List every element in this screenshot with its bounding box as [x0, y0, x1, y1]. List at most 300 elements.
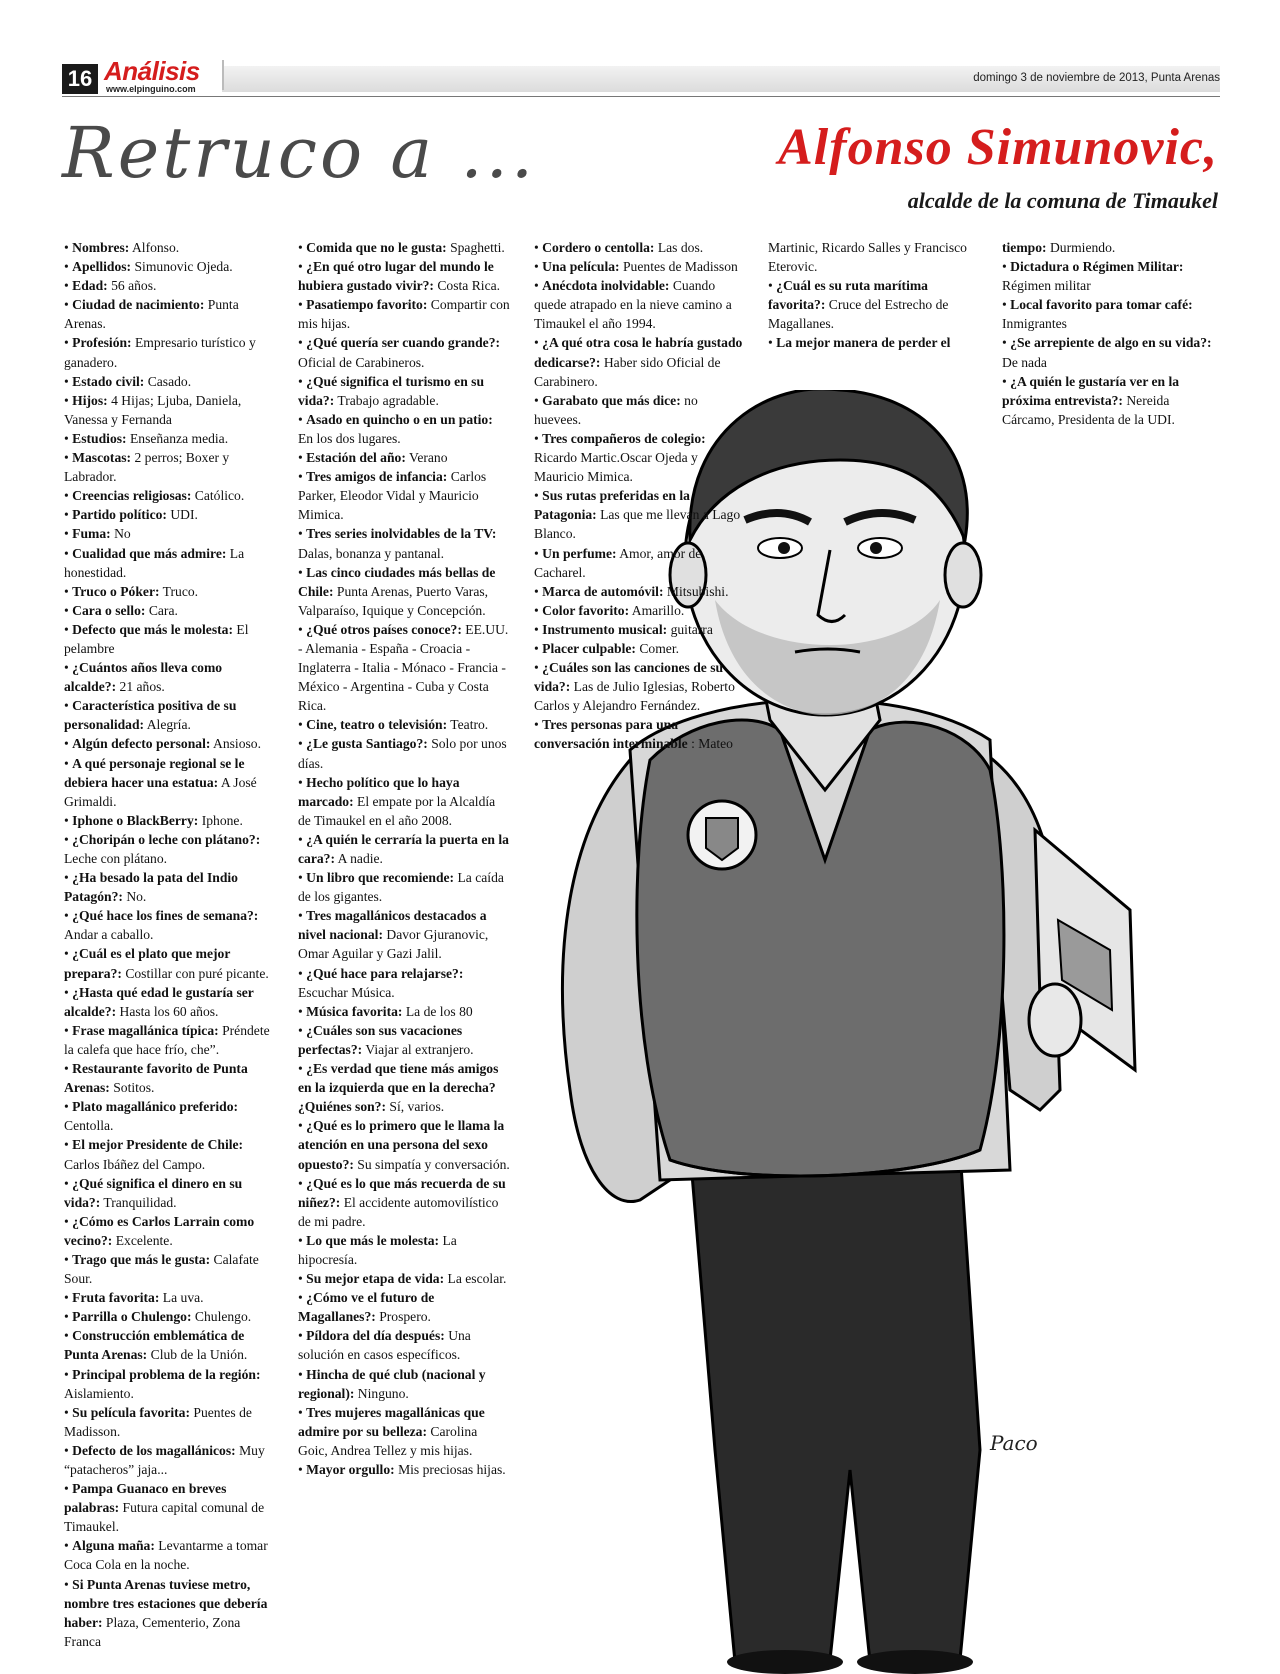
bullet-icon: • [298, 1003, 307, 1019]
interview-item [64, 295, 274, 333]
interview-question: ¿Cómo es Carlos Larrain como vecino?: [64, 1213, 255, 1248]
bullet-icon: • [64, 259, 73, 275]
bullet-icon: • [64, 908, 73, 924]
interview-item [298, 1116, 510, 1173]
interview-item [64, 1403, 274, 1441]
interview-item [1002, 372, 1220, 429]
interview-item [298, 467, 510, 524]
interview-question: Plato magallánico preferido: [72, 1099, 239, 1115]
interview-question: Parrilla o Chulengo: [72, 1309, 192, 1325]
interview-answer: EE.UU. - Alemania - España - Croacia - Inglaterra - Italia - Mónaco - Francia - México - Argentina - Cuba y Costa Rica. [298, 621, 509, 714]
interview-column-4 [768, 238, 980, 353]
page-number: 16 [62, 64, 98, 94]
bullet-icon: • [64, 1251, 73, 1267]
interview-question: Principal problema de la región: [72, 1366, 261, 1382]
brand-url: www.elpinguino.com [106, 84, 196, 94]
interview-answer: Compartir con mis hijas. [298, 297, 510, 332]
interview-question: Píldora del día después: [306, 1328, 445, 1344]
interview-answer: Excelente. [115, 1232, 173, 1248]
interview-item [298, 333, 510, 371]
interview-item [768, 238, 980, 276]
bullet-icon: • [64, 297, 73, 313]
interview-item [298, 868, 510, 906]
interview-question: Sus rutas preferidas en la Patagonia: [534, 488, 690, 523]
bullet-icon: • [298, 870, 307, 886]
bullet-icon: • [534, 335, 543, 351]
interview-item [534, 715, 746, 753]
bullet-icon: • [64, 335, 73, 351]
bullet-icon: • [298, 526, 307, 542]
bullet-icon: • [298, 335, 307, 351]
interview-answer: Spaghetti. [450, 240, 505, 255]
interview-question: ¿Qué es lo primero que le llama la atención en una persona del sexo opuesto?: [298, 1118, 505, 1172]
interview-question: Música favorita: [306, 1003, 403, 1019]
interview-answer: Solo por unos días. [298, 736, 507, 771]
interview-item [64, 1097, 274, 1135]
interview-question: Estado civil: [72, 373, 145, 389]
interview-answer: Andar a caballo. [64, 927, 154, 943]
interview-item [1002, 257, 1220, 295]
interview-answer: Sí, varios. [389, 1099, 445, 1115]
bullet-icon: • [1002, 297, 1011, 313]
interview-item [64, 333, 274, 371]
interview-question: ¿Es verdad que tiene más amigos en la izquierda que en la derecha? ¿Quiénes son?: [298, 1061, 499, 1115]
interview-answer: Truco. [162, 583, 199, 599]
interview-answer: Iphone. [201, 812, 243, 828]
interview-question: Nombres: [72, 240, 130, 255]
bullet-icon: • [64, 1481, 73, 1497]
bullet-icon: • [64, 1442, 73, 1458]
bullet-icon: • [64, 583, 73, 599]
interview-question: Iphone o BlackBerry: [72, 812, 199, 828]
interview-question: ¿Qué otros países conoce?: [306, 621, 462, 637]
interview-item [64, 1059, 274, 1097]
bullet-icon: • [298, 965, 307, 981]
bullet-icon: • [64, 545, 73, 561]
interview-item [534, 639, 746, 658]
bullet-icon: • [298, 1462, 307, 1477]
interview-item [534, 582, 746, 601]
bullet-icon: • [64, 1175, 73, 1191]
interview-item [64, 257, 274, 276]
interview-question: Su mejor etapa de vida: [306, 1271, 445, 1287]
interview-answer: Carolina Goic, Andrea Tellez y mis hijas. [298, 1423, 478, 1458]
interview-item [534, 257, 746, 276]
interview-answer: Mitsubishi. [666, 583, 729, 599]
interview-answer: Ninguno. [357, 1385, 409, 1401]
interview-item [1002, 333, 1220, 371]
bullet-icon: • [534, 392, 543, 408]
header-rule [62, 96, 1220, 97]
bullet-icon: • [298, 774, 307, 790]
interview-question: Cordero o centolla: [542, 240, 655, 255]
interview-question: ¿A qué otra cosa le habría gustado dedicarse?: [534, 335, 743, 370]
page-header [62, 50, 1220, 98]
interview-answer: La de los 80 [405, 1003, 473, 1019]
bullet-icon: • [534, 621, 543, 637]
interview-item [1002, 238, 1220, 257]
interview-answer: Nereida Cárcamo, Presidenta de la UDI. [1002, 392, 1175, 427]
interview-question: ¿Qué significa el dinero en su vida?: [64, 1175, 243, 1210]
interview-question: ¿Cuáles son las canciones de su vida?: [534, 660, 724, 695]
bullet-icon: • [298, 259, 307, 275]
interview-question: ¿Cómo ve el futuro de Magallanes?: [298, 1290, 435, 1325]
interview-item [64, 906, 274, 944]
interview-question: A qué personaje regional se le debiera hacer una estatua: [64, 755, 245, 790]
interview-item [64, 1365, 274, 1403]
interview-item [298, 1326, 510, 1364]
interview-question: Frase magallánica típica: [72, 1022, 219, 1038]
bullet-icon: • [64, 1538, 73, 1554]
interview-item [768, 276, 980, 333]
bullet-icon: • [64, 698, 73, 714]
bullet-icon: • [298, 1366, 307, 1382]
interview-answer: Haber sido Oficial de Carabinero. [534, 354, 721, 389]
interview-answer: Empresario turístico y ganadero. [64, 335, 256, 370]
bullet-icon: • [534, 717, 543, 733]
interview-answer: La honestidad. [64, 545, 245, 580]
interview-question: Algún defecto personal: [72, 736, 211, 752]
interview-item [298, 906, 510, 963]
interview-answer: La uva. [162, 1290, 204, 1306]
interview-question: Tres series inolvidables de la TV: [306, 526, 497, 542]
interview-item [534, 544, 746, 582]
bullet-icon: • [534, 660, 543, 676]
interview-answer: Costa Rica. [437, 278, 501, 294]
interview-answer: Simunovic Ojeda. [134, 259, 233, 275]
interview-item [298, 372, 510, 410]
bullet-icon: • [64, 1061, 73, 1077]
brand-logo: Análisis [104, 56, 200, 86]
bullet-icon: • [298, 411, 307, 427]
interview-question: Instrumento musical: [542, 621, 668, 637]
interview-answer: UDI. [170, 507, 198, 523]
interview-answer: Enseñanza media. [129, 430, 229, 446]
bullet-icon: • [64, 621, 73, 637]
interview-item [298, 1460, 510, 1479]
interview-question: ¿Qué hace los fines de semana?: [72, 908, 259, 924]
interview-answer: Ricardo Martic.Oscar Ojeda y Mauricio Mimica. [534, 450, 698, 485]
interview-item [534, 486, 746, 543]
bullet-icon: • [298, 621, 307, 637]
interview-item [64, 1575, 274, 1651]
interview-question: Defecto de los magallánicos: [72, 1442, 236, 1458]
interview-item [64, 1326, 274, 1364]
interview-item [64, 734, 274, 753]
bullet-icon: • [298, 469, 307, 485]
interview-answer: Punta Arenas, Puerto Varas, Valparaíso, Iquique y Concepción. [298, 583, 489, 618]
interview-question: Hincha de qué club (nacional y regional): [298, 1366, 486, 1401]
interview-answer: La escolar. [447, 1271, 507, 1287]
artist-signature: Paco [990, 1431, 1038, 1455]
interview-answer: Martinic, Ricardo Salles y Francisco Eterovic. [768, 240, 967, 275]
bullet-icon: • [64, 507, 73, 523]
interview-answer: Hasta los 60 años. [119, 1003, 219, 1019]
interview-question: ¿Qué hace para relajarse?: [306, 965, 464, 981]
interview-item [298, 964, 510, 1002]
interview-item [298, 1059, 510, 1116]
interview-answer: Leche con plátano. [64, 851, 168, 866]
interview-answer: El empate por la Alcaldía de Timaukel en el año 2008. [298, 793, 496, 828]
interview-question: Restaurante favorito de Punta Arenas: [64, 1061, 248, 1096]
interview-answer: Puentes de Madisson. [64, 1404, 252, 1439]
bullet-icon: • [298, 1271, 307, 1287]
interview-item [64, 1174, 274, 1212]
bullet-icon: • [64, 1213, 73, 1229]
interview-answer: Una solución en casos específicos. [298, 1328, 471, 1363]
bullet-icon: • [64, 946, 73, 962]
interview-item [64, 582, 274, 601]
interview-answer: A nadie. [337, 851, 383, 866]
interview-item [298, 1174, 510, 1231]
interview-question: ¿Cuántos años lleva como alcalde?: [64, 660, 223, 695]
bullet-icon: • [298, 908, 307, 924]
bullet-icon: • [298, 717, 307, 733]
interview-item [64, 944, 274, 982]
issue-date: domingo 3 de noviembre de 2013, Punta Arenas [973, 72, 1220, 84]
bullet-icon: • [64, 1022, 73, 1038]
bullet-icon: • [64, 1366, 73, 1382]
interview-column-1 [64, 238, 274, 1651]
bullet-icon: • [298, 1290, 307, 1306]
interview-column-2 [298, 238, 510, 1479]
bullet-icon: • [64, 812, 73, 828]
bullet-icon: • [64, 1404, 73, 1420]
interview-answer: 56 años. [111, 278, 157, 294]
interview-question: Comida que no le gusta: [306, 240, 447, 255]
interview-question: tiempo: [1002, 240, 1047, 255]
bullet-icon: • [64, 660, 73, 676]
interview-item [298, 734, 510, 772]
interview-answer: : Mateo [691, 736, 733, 752]
interview-item [64, 448, 274, 486]
bullet-icon: • [64, 984, 73, 1000]
interview-column-3 [534, 238, 746, 754]
interview-item [64, 1536, 274, 1574]
interview-question: Pasatiempo favorito: [306, 297, 428, 313]
interview-answer: Verano [409, 450, 448, 466]
bullet-icon: • [534, 488, 543, 504]
interview-item [298, 773, 510, 830]
interview-question: Color favorito: [542, 602, 630, 618]
interview-answer: Cuando quede atrapado en la nieve camino a Timaukel el año 1994. [534, 278, 732, 332]
interview-question: Asado en quincho o en un patio: [306, 411, 493, 427]
bullet-icon: • [298, 1061, 307, 1077]
interview-item [298, 295, 510, 333]
interview-question: ¿Le gusta Santiago?: [306, 736, 428, 752]
interview-question: ¿Choripán o leche con plátano?: [72, 831, 261, 847]
interview-answer: Su simpatía y conversación. [357, 1156, 510, 1172]
interview-item [64, 1135, 274, 1173]
interview-answer: Oficial de Carabineros. [298, 354, 425, 370]
bullet-icon: • [64, 526, 73, 542]
interview-question: Cara o sello: [72, 602, 146, 618]
bullet-icon: • [298, 450, 307, 466]
interview-question: Ciudad de nacimiento: [72, 297, 205, 313]
header-divider [222, 60, 224, 90]
interview-answer: Las de Julio Iglesias, Roberto Carlos y Alejandro Fernández. [534, 679, 735, 714]
interview-question: Una película: [542, 259, 620, 275]
bullet-icon: • [64, 1290, 73, 1306]
interview-item [64, 983, 274, 1021]
interview-answer: 4 Hijas; Ljuba, Daniela, Vanessa y Fernanda [64, 392, 242, 427]
interview-answer: Durmiendo. [1049, 240, 1116, 255]
interview-answer: Puentes de Madisson [623, 259, 738, 275]
interview-question: Tres compañeros de colegio: [542, 430, 706, 446]
interview-item [64, 505, 274, 524]
interview-answer: Prospero. [379, 1309, 431, 1325]
bullet-icon: • [64, 488, 73, 504]
bullet-icon: • [298, 373, 307, 389]
interview-item [298, 1365, 510, 1403]
interview-question: Partido político: [72, 507, 167, 523]
interview-question: Si Punta Arenas tuviese metro, nombre tres estaciones que debería haber: [64, 1576, 268, 1630]
interview-question: Fuma: [72, 526, 111, 542]
bullet-icon: • [1002, 335, 1011, 351]
interviewee-role: alcalde de la comuna de Timaukel [907, 188, 1218, 213]
interview-question: Profesión: [72, 335, 132, 351]
interview-item [64, 696, 274, 734]
interview-item [64, 620, 274, 658]
interview-answer: Trabajo agradable. [337, 392, 439, 408]
interview-item [64, 601, 274, 620]
interview-item [64, 1479, 274, 1536]
interview-item [64, 372, 274, 391]
interview-answer: Mis preciosas hijas. [398, 1462, 506, 1477]
interview-column-5 [1002, 238, 1220, 429]
interview-answer: Muy “patacheros” jaja... [64, 1442, 265, 1477]
bullet-icon: • [768, 278, 777, 294]
interview-answer: Comer. [639, 640, 679, 656]
bullet-icon: • [64, 602, 73, 618]
bullet-icon: • [64, 450, 73, 466]
interview-item [298, 524, 510, 562]
interview-item [534, 238, 746, 257]
interview-item [64, 486, 274, 505]
interview-item [768, 333, 980, 352]
interview-question: Hijos: [72, 392, 108, 408]
bullet-icon: • [64, 392, 73, 408]
interview-answer: 21 años. [119, 679, 165, 695]
interview-item [64, 238, 274, 257]
interview-question: Hecho político que lo haya marcado: [298, 774, 460, 809]
interview-item [64, 1212, 274, 1250]
bullet-icon: • [534, 640, 543, 656]
bullet-icon: • [64, 1328, 73, 1344]
bullet-icon: • [298, 736, 307, 752]
bullet-icon: • [1002, 259, 1011, 275]
interview-answer: De nada [1002, 354, 1047, 370]
interview-item [64, 1250, 274, 1288]
interview-item [1002, 295, 1220, 333]
interview-answer: Futura capital comunal de Timaukel. [64, 1500, 265, 1535]
interview-question: Alguna maña: [72, 1538, 155, 1554]
interview-answer: El pelambre [64, 621, 249, 656]
interview-question: Cine, teatro o televisión: [306, 717, 448, 733]
interview-answer: Préndete la calefa que hace frío, che”. [64, 1022, 270, 1057]
interview-answer: El accidente automovilístico de mi padre. [298, 1194, 499, 1229]
interview-answer: no huevees. [534, 392, 698, 427]
bullet-icon: • [64, 755, 73, 771]
bullet-icon: • [534, 545, 543, 561]
interview-item [298, 410, 510, 448]
interview-question: Garabato que más dice: [542, 392, 681, 408]
bullet-icon: • [534, 583, 543, 599]
interview-question: ¿A quién le gustaría ver en la próxima entrevista?: [1002, 373, 1180, 408]
interview-item [64, 524, 274, 543]
interview-item [64, 429, 274, 448]
interview-question: Apellidos: [72, 259, 132, 275]
interview-question: Mayor orgullo: [306, 1462, 395, 1477]
interview-answer: No [114, 526, 131, 542]
interviewee-name: Alfonso Simunovic, [778, 119, 1218, 176]
interview-question: Característica positiva de su personalidad: [64, 698, 237, 733]
bullet-icon: • [298, 240, 307, 255]
interview-question: Creencias religiosas: [72, 488, 192, 504]
interview-question: Tres magallánicos destacados a nivel nacional: [298, 908, 487, 943]
interview-item [534, 276, 746, 333]
interview-question: Edad: [72, 278, 108, 294]
interview-answer: Escuchar Música. [298, 984, 395, 1000]
interview-answer: La hipocresía. [298, 1232, 457, 1267]
interview-item [64, 1288, 274, 1307]
interview-question: ¿En qué otro lugar del mundo le hubiera gustado vivir?: [298, 259, 494, 294]
interview-question: Las cinco ciudades más bellas de Chile: [298, 564, 496, 599]
bullet-icon: • [64, 240, 73, 255]
bullet-icon: • [534, 259, 543, 275]
interview-answer: Carlos Parker, Eleodor Vidal y Mauricio Mimica. [298, 469, 487, 523]
interview-answer: Carlos Ibáñez del Campo. [64, 1156, 206, 1172]
bullet-icon: • [64, 1576, 73, 1592]
interview-item [64, 391, 274, 429]
interview-question: Truco o Póker: [72, 583, 160, 599]
interview-item [64, 1441, 274, 1479]
interview-question: Tres amigos de infancia: [306, 469, 448, 485]
interview-question: ¿Qué quería ser cuando grande?: [306, 335, 501, 351]
interview-question: Mascotas: [72, 450, 132, 466]
bullet-icon: • [1002, 373, 1011, 389]
interview-question: Anécdota inolvidable: [542, 278, 670, 294]
interview-answer: Centolla. [64, 1118, 114, 1134]
interview-item [298, 620, 510, 715]
interview-answer: Costillar con puré picante. [125, 965, 269, 981]
bullet-icon: • [64, 870, 73, 886]
bullet-icon: • [298, 1118, 307, 1134]
interview-answer: Amor, amor de Cacharel. [534, 545, 702, 580]
interview-question: Pampa Guanaco en breves palabras: [64, 1481, 227, 1516]
interview-question: Local favorito para tomar café: [1010, 297, 1193, 313]
interview-question: Lo que más le molesta: [306, 1232, 440, 1248]
interview-question: ¿Cuál es el plato que mejor prepara?: [64, 946, 231, 981]
bullet-icon: • [64, 736, 73, 752]
interview-item [298, 830, 510, 868]
bullet-icon: • [64, 1137, 73, 1153]
bullet-icon: • [64, 1309, 73, 1325]
interview-answer: Régimen militar [1002, 278, 1091, 294]
interview-question: ¿Hasta qué edad le gustaría ser alcalde?: [64, 984, 254, 1019]
interview-question: Tres mujeres magallánicas que admire por su belleza: [298, 1404, 485, 1439]
interview-question: Trago que más le gusta: [72, 1251, 211, 1267]
bullet-icon: • [298, 1022, 307, 1038]
interview-answer: Levantarme a tomar Coca Cola en la noche. [64, 1538, 268, 1573]
interview-question: El mejor Presidente de Chile: [72, 1137, 244, 1153]
interview-item [534, 391, 746, 429]
interview-answer: Aislamiento. [64, 1385, 134, 1401]
interview-question: Tres personas para una conversación interminable [534, 717, 688, 752]
interview-item [64, 658, 274, 696]
interview-item [534, 429, 746, 486]
interview-item [64, 276, 274, 295]
